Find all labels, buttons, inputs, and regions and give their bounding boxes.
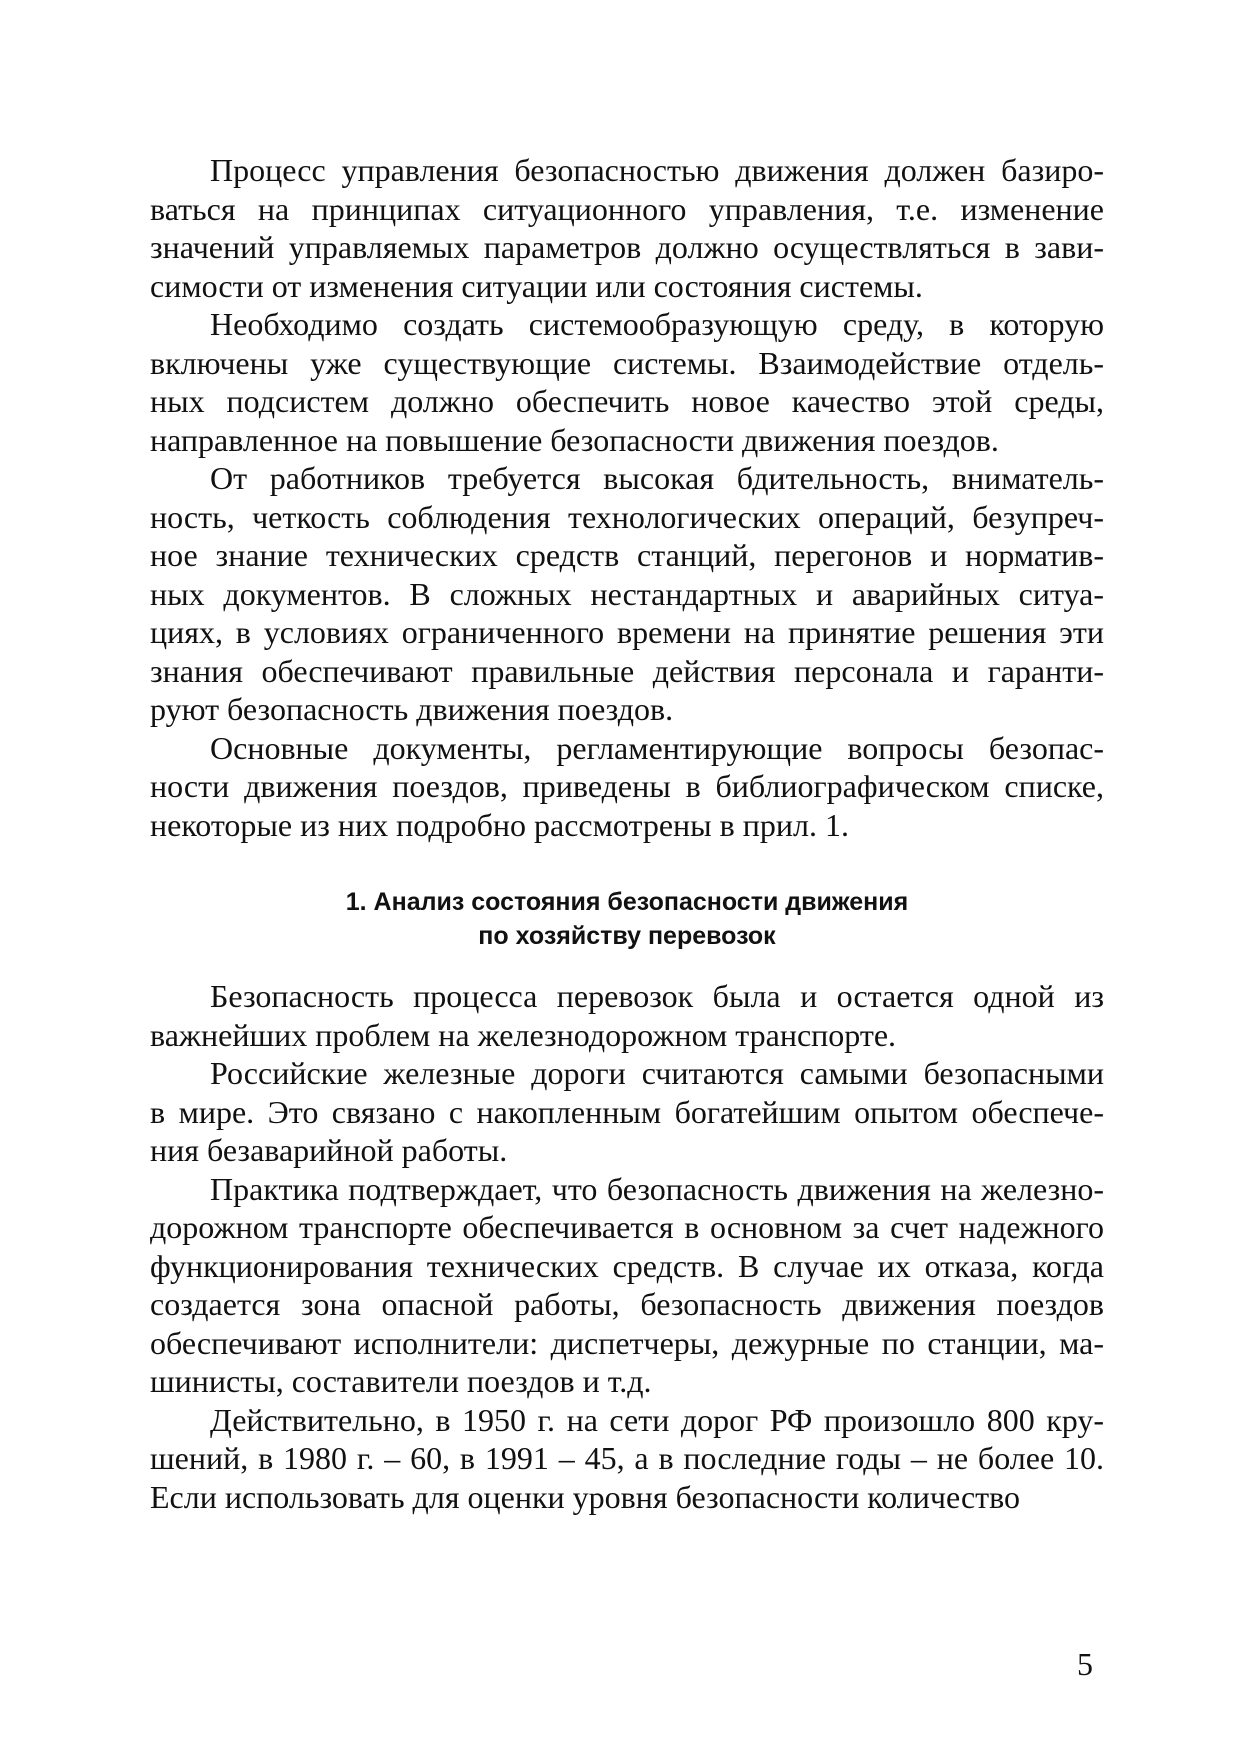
paragraph-line: Процесс управления безопасностью движения должен базиро- bbox=[210, 152, 1104, 188]
paragraph-line: направленное на повышение безопасности движения поездов. bbox=[150, 421, 999, 458]
paragraph-line: ное знание технических средств станций, перегонов и норматив- bbox=[150, 537, 1104, 573]
paragraph-line: Безопасность процесса перевозок была и остается одной из bbox=[210, 978, 1104, 1014]
paragraph-line: включены уже существующие системы. Взаимодействие отдель- bbox=[150, 344, 1104, 381]
paragraph bbox=[150, 459, 1104, 729]
paragraph-line: Необходимо создать системообразующую среду, в которую bbox=[210, 306, 1104, 342]
paragraph bbox=[150, 729, 1104, 845]
section-heading-line-2: по хозяйству перевозок bbox=[478, 922, 776, 950]
paragraph-line: руют безопасность движения поездов. bbox=[150, 691, 674, 727]
paragraph bbox=[150, 1401, 1104, 1517]
paragraph-line: циях, в условиях ограниченного времени на принятие решения эти bbox=[150, 614, 1104, 650]
paragraph-line: ных документов. В сложных нестандартных и аварийных ситуа- bbox=[150, 575, 1104, 612]
paragraph-line: некоторые из них подробно рассмотрены в прил. 1. bbox=[150, 806, 849, 843]
paragraph-line: функционирования технических средств. В случае их отказа, когда bbox=[150, 1247, 1104, 1284]
paragraph-line: в мире. Это связано с накопленным богатейшим опытом обеспече- bbox=[150, 1093, 1104, 1130]
text-section-intro bbox=[150, 151, 1104, 844]
paragraph-line: дорожном транспорте обеспечивается в основном за счет надежного bbox=[150, 1209, 1104, 1245]
paragraph-line: ности движения поездов, приведены в библиографическом списке, bbox=[150, 768, 1104, 804]
section-heading bbox=[150, 885, 1104, 953]
paragraph bbox=[150, 305, 1104, 459]
paragraph bbox=[150, 1054, 1104, 1170]
page-number: 5 bbox=[1077, 1646, 1093, 1682]
paragraph-line: обеспечивают исполнители: диспетчеры, дежурные по станции, ма- bbox=[150, 1324, 1104, 1361]
paragraph-line: ность, четкость соблюдения технологических операций, безупреч- bbox=[150, 498, 1104, 535]
paragraph-line: От работников требуется высокая бдительность, вниматель- bbox=[210, 460, 1104, 496]
paragraph bbox=[150, 151, 1104, 305]
paragraph-line: знания обеспечивают правильные действия персонала и гаранти- bbox=[150, 652, 1104, 689]
paragraph-line: Основные документы, регламентирующие вопросы безопас- bbox=[210, 729, 1104, 766]
paragraph-line: ваться на принципах ситуационного управления, т.е. изменение bbox=[150, 190, 1104, 227]
paragraph-line: шений, в 1980 г. – 60, в 1991 – 45, а в последние годы – не более 10. bbox=[150, 1440, 1104, 1476]
paragraph bbox=[150, 1170, 1104, 1401]
paragraph-line: Практика подтверждает, что безопасность движения на железно- bbox=[210, 1170, 1104, 1207]
paragraph-line: Если использовать для оценки уровня безопасности количество bbox=[150, 1478, 1021, 1515]
paragraph bbox=[150, 977, 1104, 1054]
paragraph-line: Действительно, в 1950 г. на сети дорог РФ произошло 800 кру- bbox=[210, 1401, 1104, 1438]
page-body bbox=[150, 151, 1104, 1516]
paragraph-line: симости от изменения ситуации или состояния системы. bbox=[150, 267, 923, 304]
paragraph-line: важнейших проблем на железнодорожном транспорте. bbox=[150, 1016, 897, 1053]
paragraph-line: ния безаварийной работы. bbox=[150, 1132, 508, 1168]
paragraph-line: Российские железные дороги считаются самыми безопасными bbox=[210, 1055, 1104, 1091]
section-heading-line-1: 1. Анализ состояния безопасности движения bbox=[345, 888, 909, 916]
paragraph-line: создается зона опасной работы, безопасность движения поездов bbox=[150, 1286, 1104, 1322]
paragraph-line: значений управляемых параметров должно осуществляться в зави- bbox=[150, 229, 1104, 265]
paragraph-line: ных подсистем должно обеспечить новое качество этой среды, bbox=[150, 383, 1104, 419]
paragraph-line: шинисты, составители поездов и т.д. bbox=[150, 1363, 652, 1399]
text-section-analysis bbox=[150, 977, 1104, 1516]
